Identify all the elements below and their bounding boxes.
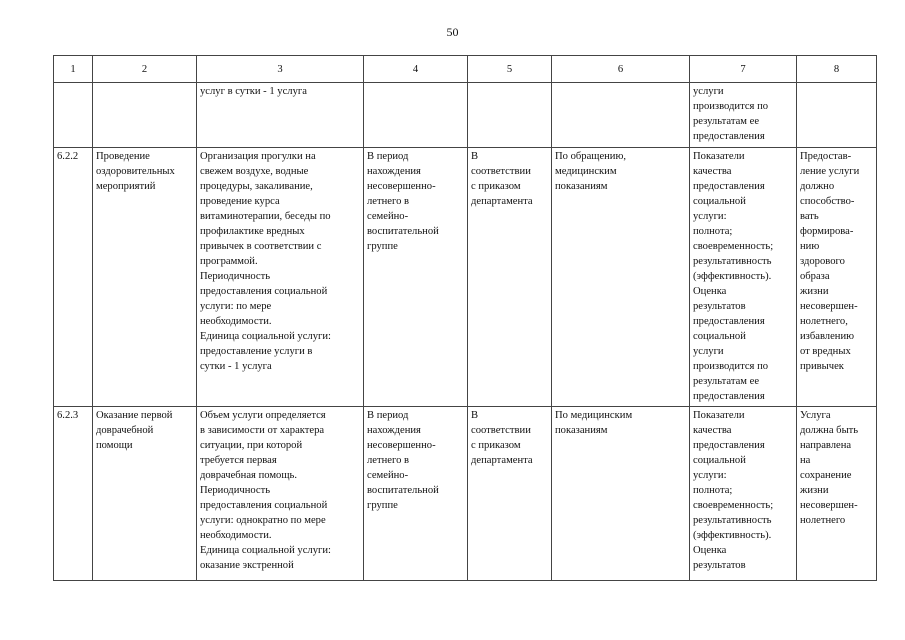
table-cell-service-name [93, 83, 197, 148]
column-number-header: 1 [54, 56, 93, 83]
table-row-continuation [54, 83, 877, 148]
table-cell-quality-indicators: услуги производится по результатам ее предоставления [690, 83, 797, 148]
table-cell-period: В период нахождения несовершенно- летнего в семейно- воспитательной группе [364, 407, 468, 581]
table-cell-number [54, 83, 93, 148]
table-cell-number: 6.2.2 [54, 148, 93, 407]
table-cell-terms: В соответствии с приказом департамента [468, 407, 552, 581]
table-cell-description: услуг в сутки - 1 услуга [197, 83, 364, 148]
table-cell-description: Объем услуги определяется в зависимости от характера ситуации, при которой требуется первая доврачебная помощь. Периодичность предоставления социальной услуги: однократно по мере необходимости. Единица социальной услуги: оказание экстренной [197, 407, 364, 581]
table-cell-service-name: Проведение оздоровительных мероприятий [93, 148, 197, 407]
column-number-header: 5 [468, 56, 552, 83]
table-cell-conditions: По медицинским показаниям [552, 407, 690, 581]
table-row-6-2-3 [54, 407, 877, 581]
page-number: 50 [446, 25, 459, 39]
table-cell-terms [468, 83, 552, 148]
table-cell-result: Услуга должна быть направлена на сохранение жизни несовершен- нолетнего [797, 407, 877, 581]
table-cell-description: Организация прогулки на свежем воздухе, водные процедуры, закаливание, проведение курса витаминотерапии, беседы по профилактике вредных привычек в соответствии с программой. Периодичность предоставления социальной услуги: по мере необходимости. Единица социальной услуги: предоставление услуги в сутки - 1 услуга [197, 148, 364, 407]
column-number-header: 6 [552, 56, 690, 83]
table-cell-quality-indicators: Показатели качества предоставления социальной услуги: полнота; своевременность; результативность (эффективность). Оценка результатов [690, 407, 797, 581]
table-cell-quality-indicators: Показатели качества предоставления социальной услуги: полнота; своевременность; результативность (эффективность). Оценка результатов предоставления социальной услуги производится по результатам ее предоставления [690, 148, 797, 407]
column-number-header: 8 [797, 56, 877, 83]
table-cell-terms: В соответствии с приказом департамента [468, 148, 552, 407]
column-number-row [54, 56, 877, 83]
table-cell-result: Предостав- ление услуги должно способство- вать формирова- нию здорового образа жизни несовершен- нолетнего, избавлению от вредных привычек [797, 148, 877, 407]
column-number-header: 2 [93, 56, 197, 83]
table-row-6-2-2 [54, 148, 877, 407]
table-cell-service-name: Оказание первой доврачебной помощи [93, 407, 197, 581]
column-number-header: 3 [197, 56, 364, 83]
table-cell-result [797, 83, 877, 148]
table-cell-period [364, 83, 468, 148]
table-cell-conditions: По обращению, медицинским показаниям [552, 148, 690, 407]
services-table [53, 55, 877, 581]
table-cell-period: В период нахождения несовершенно- летнего в семейно- воспитательной группе [364, 148, 468, 407]
table-cell-conditions [552, 83, 690, 148]
column-number-header: 4 [364, 56, 468, 83]
column-number-header: 7 [690, 56, 797, 83]
table-cell-number: 6.2.3 [54, 407, 93, 581]
